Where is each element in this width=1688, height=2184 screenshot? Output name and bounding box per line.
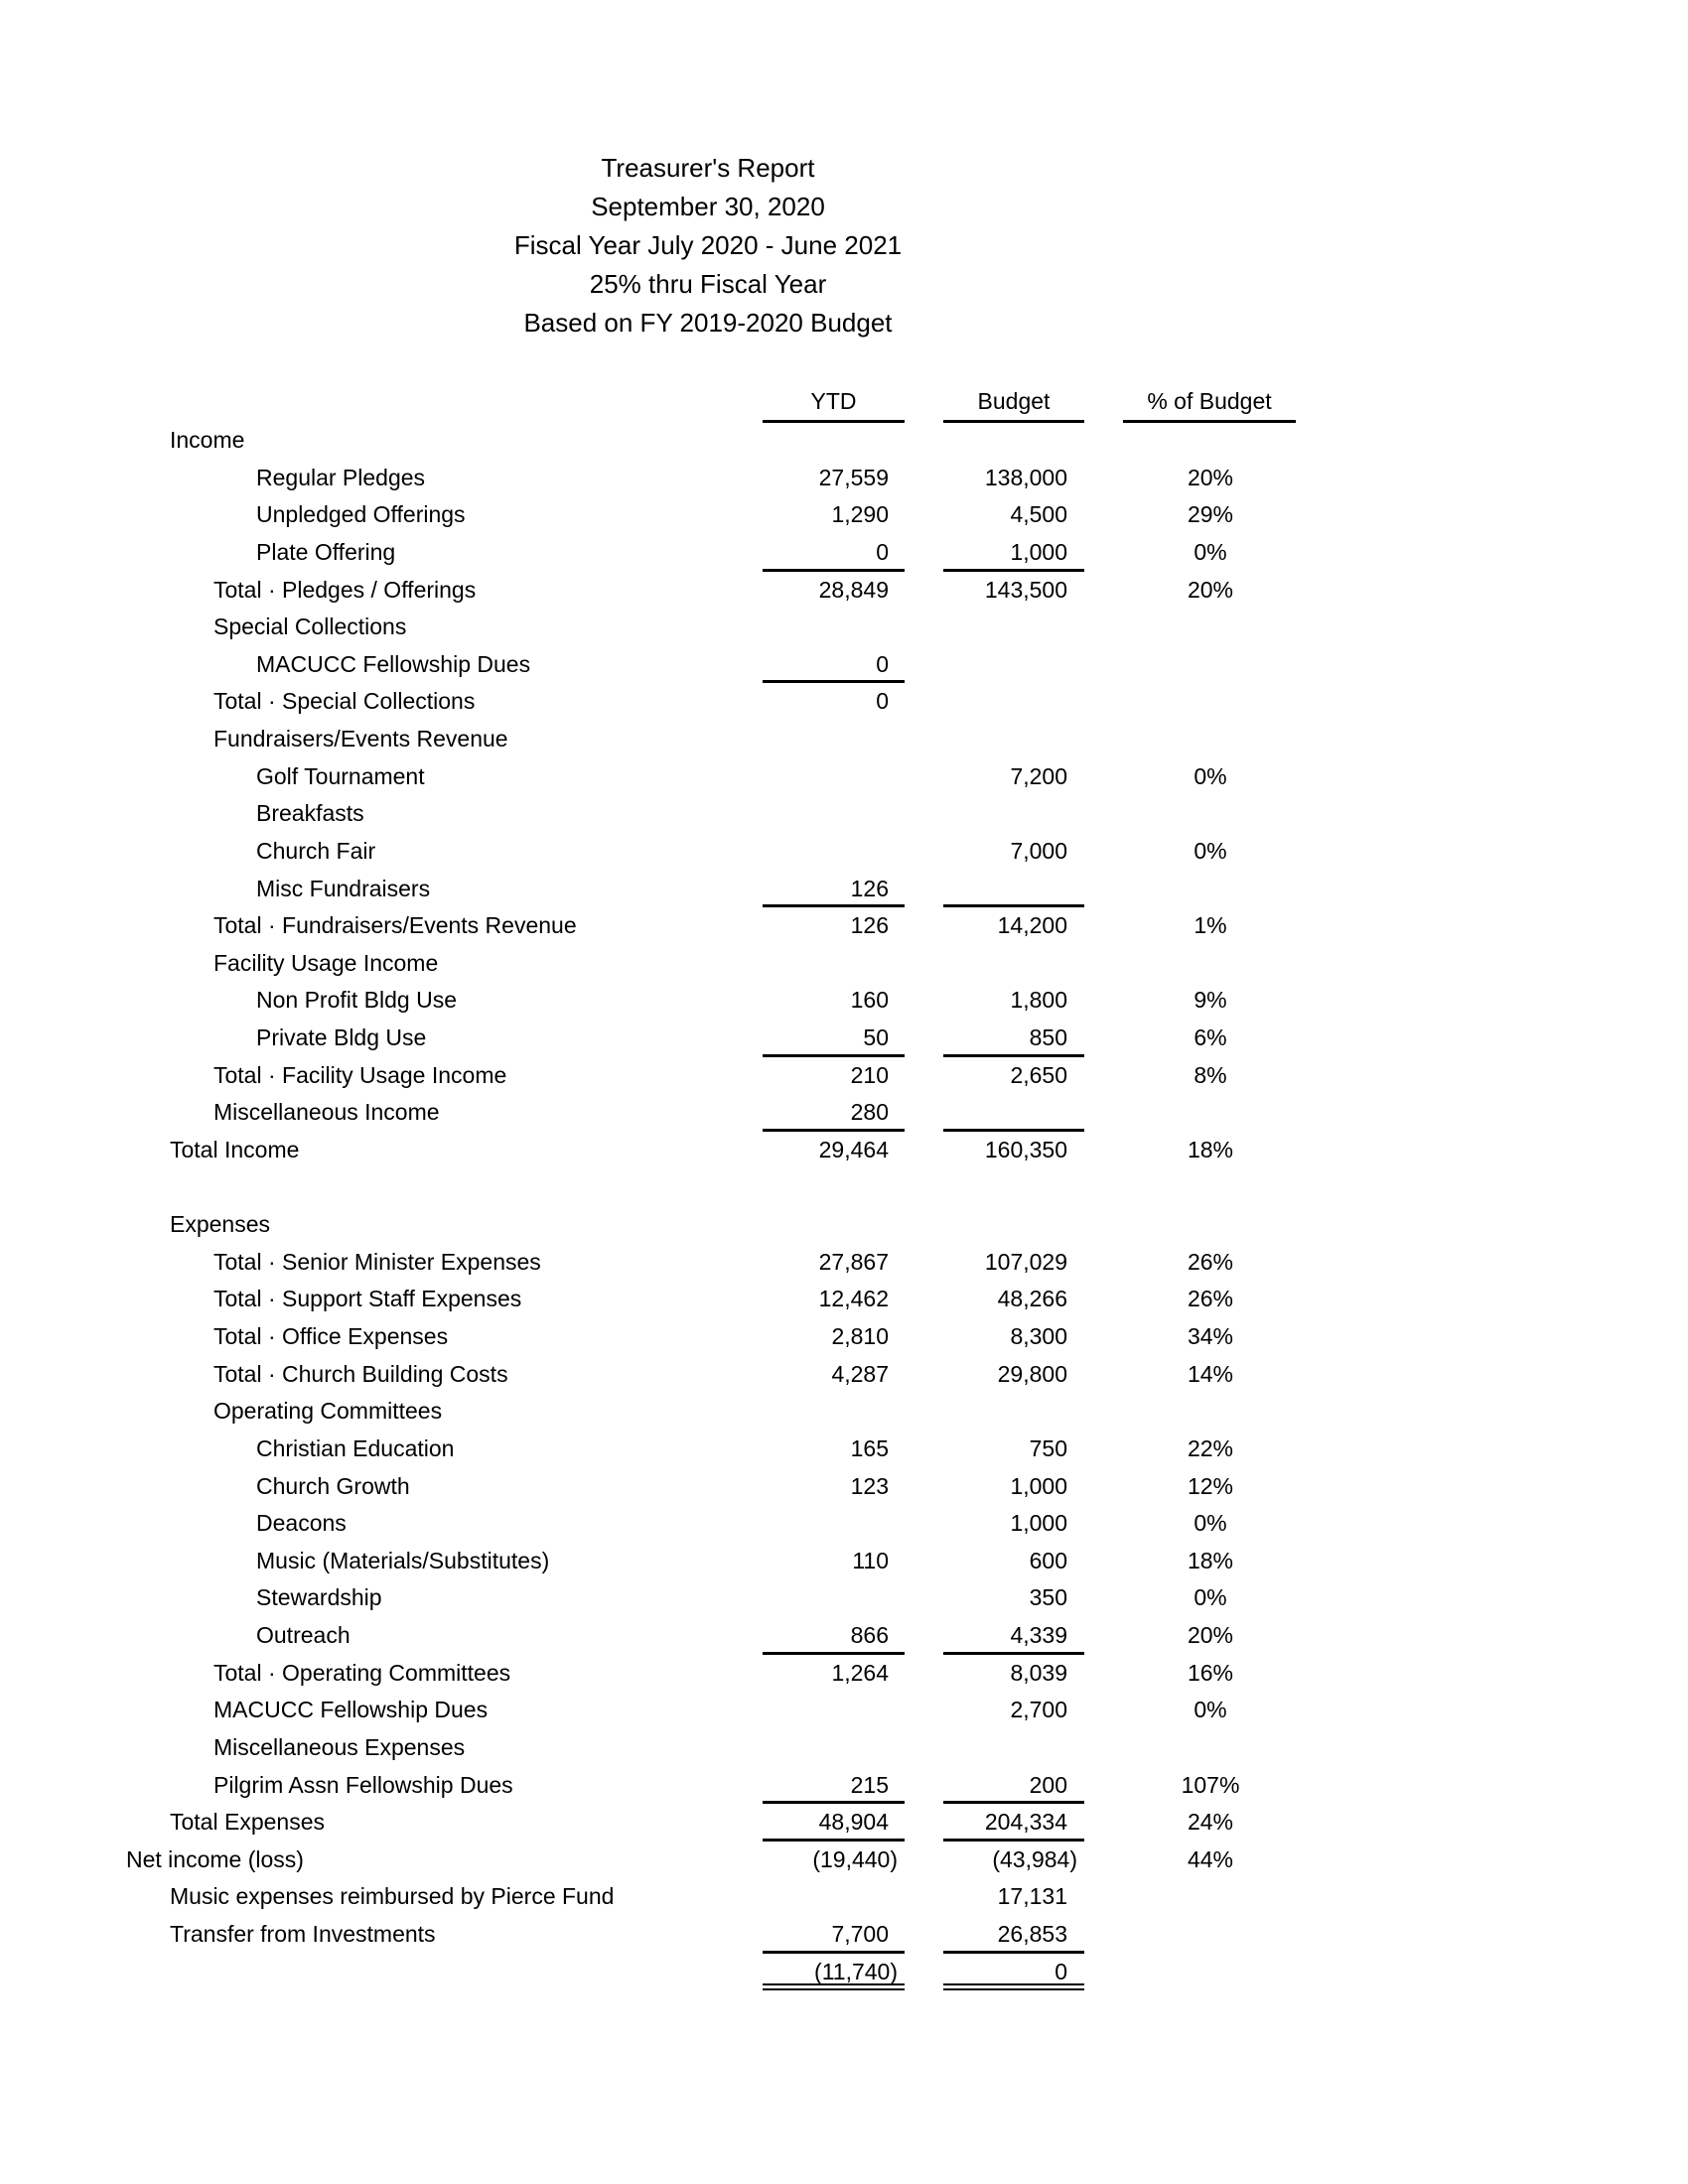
ytd-value	[763, 758, 905, 796]
pct-of-budget-value: 20%	[1187, 464, 1234, 490]
fiscal-progress: 25% thru Fiscal Year	[589, 269, 827, 299]
pct-of-budget-value: 22%	[1187, 1434, 1234, 1461]
row-label: Miscellaneous Expenses	[213, 1733, 466, 1760]
table-row	[0, 1431, 1688, 1468]
pct-of-budget-value	[1123, 1729, 1298, 1767]
ytd-value: (19,440)	[812, 1845, 898, 1872]
ytd-value: 210	[850, 1061, 889, 1088]
pct-of-budget-value: 26%	[1187, 1286, 1234, 1312]
ytd-value: 0	[876, 688, 889, 715]
row-label: Plate Offering	[256, 538, 396, 565]
budget-value: 29,800	[997, 1360, 1067, 1387]
ytd-value: 28,849	[818, 576, 889, 603]
table-row	[0, 1281, 1688, 1318]
budget-value: 204,334	[943, 1804, 1084, 1842]
report-date: September 30, 2020	[591, 192, 825, 221]
table-row	[0, 1169, 1688, 1207]
ytd-value	[763, 721, 905, 758]
row-label: Operating Committees	[213, 1398, 443, 1425]
row-label: Miscellaneous Income	[213, 1099, 440, 1126]
budget-value	[943, 1206, 1084, 1244]
row-label: MACUCC Fellowship Dues	[213, 1697, 489, 1723]
table-row	[0, 795, 1688, 833]
table-row	[0, 1617, 1688, 1655]
ytd-value: 126	[763, 871, 905, 908]
pct-of-budget-value	[1123, 683, 1298, 721]
ytd-value: 165	[850, 1434, 889, 1461]
table-row	[0, 1916, 1688, 1954]
budget-value: 600	[1029, 1547, 1067, 1573]
row-label: Outreach	[256, 1622, 351, 1648]
row-label: Christian Education	[256, 1434, 455, 1461]
table-row	[0, 721, 1688, 758]
fiscal-year: Fiscal Year July 2020 - June 2021	[513, 230, 903, 260]
column-header-budget: Budget	[943, 383, 1084, 423]
budget-value	[943, 945, 1084, 983]
table-row	[0, 646, 1688, 684]
budget-value: 48,266	[997, 1286, 1067, 1312]
table-row	[0, 422, 1688, 460]
pct-of-budget-value	[1123, 871, 1298, 908]
ytd-value	[763, 1729, 905, 1767]
ytd-value	[763, 1579, 905, 1617]
row-label: Transfer from Investments	[170, 1921, 436, 1947]
pct-of-budget-value: 20%	[1187, 1622, 1234, 1648]
pct-of-budget-value: 0%	[1194, 1584, 1227, 1611]
pct-of-budget-value	[1123, 945, 1298, 983]
budget-value	[943, 795, 1084, 833]
pct-of-budget-value: 6%	[1194, 1024, 1227, 1050]
pct-of-budget-value: 18%	[1187, 1547, 1234, 1573]
table-row	[0, 758, 1688, 796]
table-row	[0, 1804, 1688, 1842]
pct-of-budget-value: 8%	[1194, 1061, 1227, 1088]
table-row	[0, 460, 1688, 497]
row-label: Expenses	[170, 1211, 271, 1238]
row-label: Total · Senior Minister Expenses	[213, 1248, 541, 1275]
budget-value: 8,039	[1010, 1659, 1067, 1686]
budget-value	[943, 422, 1084, 460]
pct-of-budget-value: 20%	[1187, 576, 1234, 603]
ytd-value: 27,559	[818, 464, 889, 490]
table-row	[0, 683, 1688, 721]
row-label: Stewardship	[256, 1584, 382, 1611]
table-row	[0, 1206, 1688, 1244]
budget-value: 1,000	[943, 534, 1084, 572]
pct-of-budget-value: 12%	[1187, 1472, 1234, 1499]
ytd-value: 27,867	[818, 1248, 889, 1275]
pct-of-budget-value: 0%	[1194, 1697, 1227, 1723]
pct-of-budget-value: 0%	[1194, 762, 1227, 789]
ytd-value	[763, 945, 905, 983]
ytd-value: 4,287	[831, 1360, 889, 1387]
budget-value: 143,500	[984, 576, 1067, 603]
ytd-value	[763, 609, 905, 646]
budget-value	[943, 683, 1084, 721]
report-title-block	[0, 149, 1416, 342]
table-row	[0, 496, 1688, 534]
budget-value	[943, 1393, 1084, 1431]
row-label: Church Growth	[256, 1472, 410, 1499]
pct-of-budget-value	[1123, 422, 1298, 460]
ytd-value: 0	[763, 534, 905, 572]
row-label: Total · Church Building Costs	[213, 1360, 508, 1387]
pct-of-budget-value: 18%	[1187, 1136, 1234, 1162]
pct-of-budget-value: 44%	[1187, 1845, 1234, 1872]
table-row	[0, 1393, 1688, 1431]
budget-value	[943, 646, 1084, 684]
pct-of-budget-value	[1123, 646, 1298, 684]
row-label: MACUCC Fellowship Dues	[256, 650, 531, 677]
column-header-pct-of-budget: % of Budget	[1123, 383, 1296, 423]
ytd-value: 110	[852, 1547, 889, 1573]
row-label: Total · Pledges / Offerings	[213, 576, 477, 603]
budget-value: 2,700	[1010, 1697, 1067, 1723]
ytd-value	[763, 422, 905, 460]
pct-of-budget-value: 0%	[1194, 538, 1227, 565]
ytd-value: 12,462	[818, 1286, 889, 1312]
table-row	[0, 1543, 1688, 1580]
ytd-value: 0	[763, 646, 905, 684]
budget-value	[943, 1094, 1084, 1132]
table-row	[0, 1878, 1688, 1916]
ytd-value: 160	[850, 987, 889, 1014]
budget-value: 160,350	[984, 1136, 1067, 1162]
table-row	[0, 1505, 1688, 1543]
column-header-ytd: YTD	[763, 383, 905, 423]
table-row	[0, 1468, 1688, 1506]
row-label: Total · Fundraisers/Events Revenue	[213, 912, 577, 939]
financial-table	[0, 422, 1688, 1990]
table-row	[0, 1318, 1688, 1356]
table-row	[0, 833, 1688, 871]
pct-of-budget-value: 24%	[1187, 1809, 1234, 1836]
row-label: Total · Operating Committees	[213, 1659, 511, 1686]
row-label: Golf Tournament	[256, 762, 425, 789]
pct-of-budget-value	[1123, 1878, 1298, 1916]
table-row	[0, 1842, 1688, 1879]
ytd-value	[763, 1393, 905, 1431]
ytd-value: 1,290	[831, 501, 889, 528]
ytd-value	[763, 1692, 905, 1729]
row-label: Special Collections	[213, 614, 407, 640]
table-row	[0, 1767, 1688, 1805]
pct-of-budget-value: 16%	[1187, 1659, 1234, 1686]
table-row	[0, 945, 1688, 983]
budget-value: 8,300	[1010, 1323, 1067, 1349]
pct-of-budget-value	[1123, 795, 1298, 833]
ytd-value: 126	[850, 912, 889, 939]
row-label: Pilgrim Assn Fellowship Dues	[213, 1771, 513, 1798]
pct-of-budget-value: 14%	[1187, 1360, 1234, 1387]
row-label: Net income (loss)	[126, 1845, 304, 1872]
table-row	[0, 534, 1688, 572]
row-label: Total Income	[170, 1136, 300, 1162]
ytd-value: 7,700	[763, 1916, 905, 1954]
pct-of-budget-value: 0%	[1194, 837, 1227, 864]
budget-value: 750	[1029, 1434, 1067, 1461]
ytd-value: 50	[763, 1020, 905, 1057]
budget-value: 7,000	[1010, 837, 1067, 864]
row-label: Total Expenses	[170, 1809, 325, 1836]
pct-of-budget-value: 34%	[1187, 1323, 1234, 1349]
table-row	[0, 871, 1688, 908]
pct-of-budget-value: 0%	[1194, 1510, 1227, 1537]
pct-of-budget-value	[1123, 1169, 1298, 1207]
table-row	[0, 572, 1688, 610]
pct-of-budget-value: 26%	[1187, 1248, 1234, 1275]
table-row	[0, 1954, 1688, 1991]
budget-value	[943, 609, 1084, 646]
table-row	[0, 1692, 1688, 1729]
budget-value: 350	[1029, 1584, 1067, 1611]
ytd-value: 123	[850, 1472, 889, 1499]
pct-of-budget-value: 9%	[1194, 987, 1227, 1014]
table-row	[0, 1094, 1688, 1132]
budget-value: 200	[943, 1767, 1084, 1805]
pct-of-budget-value	[1123, 1206, 1298, 1244]
pct-of-budget-value	[1123, 1094, 1298, 1132]
budget-value	[943, 1169, 1084, 1207]
row-label: Non Profit Bldg Use	[256, 987, 457, 1014]
row-label: Fundraisers/Events Revenue	[213, 726, 508, 751]
ytd-value: 280	[763, 1094, 905, 1132]
pct-of-budget-value	[1123, 1393, 1298, 1431]
table-row	[0, 982, 1688, 1020]
budget-value: 4,500	[1010, 501, 1067, 528]
pct-of-budget-value: 29%	[1187, 501, 1234, 528]
table-row	[0, 907, 1688, 945]
row-label: Music expenses reimbursed by Pierce Fund	[170, 1883, 615, 1910]
budget-value: 1,000	[1010, 1510, 1067, 1537]
table-row	[0, 1020, 1688, 1057]
budget-value: 4,339	[943, 1617, 1084, 1655]
ytd-value	[763, 1169, 905, 1207]
budget-value: 138,000	[984, 464, 1067, 490]
budget-value: 107,029	[984, 1248, 1067, 1275]
row-label: Total · Office Expenses	[213, 1323, 449, 1349]
row-label: Regular Pledges	[256, 464, 426, 490]
pct-of-budget-value	[1123, 721, 1298, 758]
budget-value	[943, 721, 1084, 758]
row-label: Deacons	[256, 1510, 347, 1537]
pct-of-budget-value	[1123, 1916, 1298, 1954]
table-row	[0, 1057, 1688, 1095]
ytd-value: 29,464	[818, 1136, 889, 1162]
budget-value: 26,853	[943, 1916, 1084, 1954]
pct-of-budget-value: 1%	[1194, 912, 1227, 939]
pct-of-budget-value	[1123, 1954, 1298, 1991]
ytd-value	[763, 795, 905, 833]
budget-value: 0	[943, 1954, 1084, 1991]
ytd-value	[763, 1206, 905, 1244]
budget-value	[943, 871, 1084, 908]
ytd-value: 2,810	[831, 1323, 889, 1349]
row-label: Private Bldg Use	[256, 1024, 427, 1050]
budget-value	[943, 1729, 1084, 1767]
pct-of-budget-value: 107%	[1181, 1771, 1240, 1798]
table-row	[0, 1579, 1688, 1617]
budget-value: 850	[943, 1020, 1084, 1057]
pct-of-budget-value	[1123, 609, 1298, 646]
row-label: Income	[170, 427, 245, 453]
row-label: Music (Materials/Substitutes)	[256, 1547, 550, 1573]
row-label: Total · Facility Usage Income	[213, 1061, 507, 1088]
ytd-value: 1,264	[831, 1659, 889, 1686]
report-title: Treasurer's Report	[601, 153, 815, 183]
budget-value: 7,200	[1010, 762, 1067, 789]
ytd-value: 866	[763, 1617, 905, 1655]
table-row	[0, 1729, 1688, 1767]
table-row	[0, 1132, 1688, 1169]
ytd-value: 48,904	[763, 1804, 905, 1842]
table-row	[0, 1356, 1688, 1394]
budget-value: 14,200	[997, 912, 1067, 939]
row-label: Facility Usage Income	[213, 949, 439, 976]
row-label: Breakfasts	[256, 800, 364, 827]
budget-basis: Based on FY 2019-2020 Budget	[523, 308, 893, 338]
budget-value: 1,800	[1010, 987, 1067, 1014]
row-label: Total · Support Staff Expenses	[213, 1286, 522, 1312]
table-row	[0, 1244, 1688, 1282]
budget-value: 1,000	[1010, 1472, 1067, 1499]
ytd-value	[763, 1505, 905, 1543]
row-label: Unpledged Offerings	[256, 501, 466, 528]
ytd-value	[763, 1878, 905, 1916]
row-label: Church Fair	[256, 837, 376, 864]
ytd-value: (11,740)	[763, 1954, 905, 1991]
budget-value: 2,650	[1010, 1061, 1067, 1088]
ytd-value: 215	[763, 1767, 905, 1805]
row-label: Misc Fundraisers	[256, 875, 431, 901]
budget-value: (43,984)	[992, 1845, 1077, 1872]
ytd-value	[763, 833, 905, 871]
table-row	[0, 609, 1688, 646]
row-label: Total · Special Collections	[213, 688, 476, 715]
budget-value: 17,131	[997, 1883, 1067, 1910]
table-row	[0, 1655, 1688, 1693]
